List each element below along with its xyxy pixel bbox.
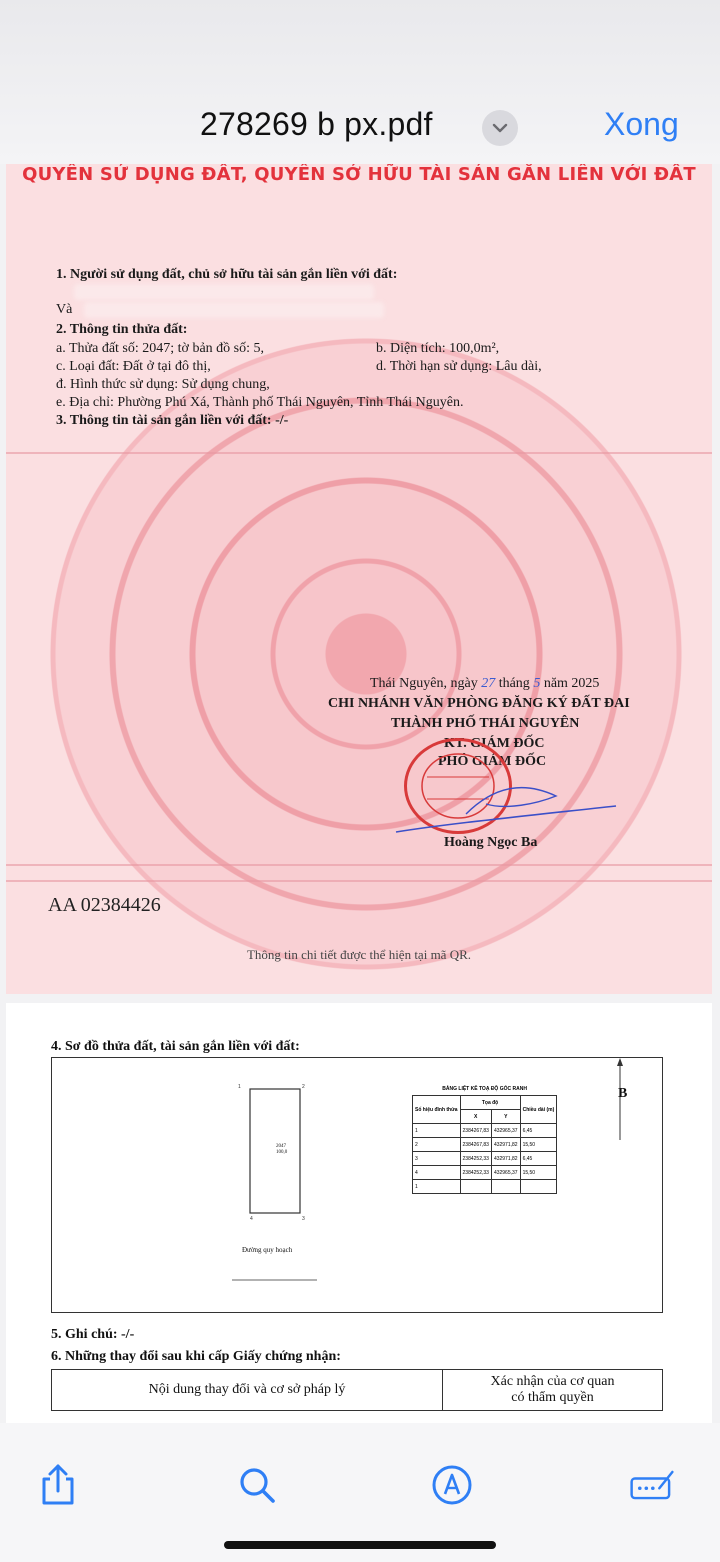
table-row: 2 2384267,83 432971,82 15,50 xyxy=(413,1138,557,1152)
table-header: Số hiệu đỉnh thửa xyxy=(413,1096,461,1124)
table-header: Chiều dài (m) xyxy=(520,1096,557,1124)
signer-name: Hoàng Ngọc Ba xyxy=(444,835,538,850)
usage-term: d. Thời hạn sử dụng: Lâu dài, xyxy=(376,359,542,374)
certificate-serial: AA 02384426 xyxy=(48,894,161,916)
land-type: c. Loại đất: Đất ở tại đô thị, xyxy=(56,359,211,374)
table-row xyxy=(52,1370,663,1411)
nav-bar xyxy=(0,0,720,164)
section-3-label: 3. Thông tin tài sản gắn liền với đất: -/- xyxy=(56,413,289,428)
table-header: Tọa độ xyxy=(460,1096,520,1110)
certificate-heading: QUYỀN SỬ DỤNG ĐẤT, QUYỀN SỞ HỮU TÀI SẢN GẮN LIỀN VỚI ĐẤT xyxy=(22,164,696,185)
section-1-label: 1. Người sử dụng đất, chủ sở hữu tài sản gắn liền với đất: xyxy=(56,267,398,282)
svg-text:4: 4 xyxy=(250,1216,253,1222)
redacted-owner xyxy=(84,302,384,318)
markup-icon[interactable] xyxy=(430,1463,474,1507)
done-button[interactable]: Xong xyxy=(604,106,679,142)
table-header: X xyxy=(460,1110,491,1124)
home-indicator xyxy=(224,1541,496,1549)
office-city: THÀNH PHỐ THÁI NGUYÊN xyxy=(391,716,580,731)
search-icon[interactable] xyxy=(235,1463,279,1507)
plot-diagram-page xyxy=(6,1003,712,1423)
parcel-area-label: 100,0 xyxy=(276,1150,288,1155)
certificate-page xyxy=(6,164,712,994)
column-header-line: Xác nhận của cơ quan xyxy=(490,1374,615,1389)
line-va: Và xyxy=(56,302,73,317)
office-name: CHI NHÁNH VĂN PHÒNG ĐĂNG KÝ ĐẤT ĐAI xyxy=(328,696,630,711)
table-header: Y xyxy=(491,1110,520,1124)
divider xyxy=(6,864,712,866)
column-header-line: có thẩm quyền xyxy=(511,1390,594,1405)
svg-text:2: 2 xyxy=(302,1084,305,1090)
signer-role: KT. GIÁM ĐỐC xyxy=(444,736,545,751)
svg-text:3: 3 xyxy=(302,1216,305,1222)
section-4-label: 4. Sơ đồ thửa đất, tài sản gắn liền với đất: xyxy=(51,1039,300,1054)
table-row: 1 2384267,83 432965,37 6,45 xyxy=(413,1124,557,1138)
qr-note: Thông tin chi tiết được thể hiện tại mã QR. xyxy=(246,947,472,962)
parcel-number: a. Thửa đất số: 2047; tờ bản đồ số: 5, xyxy=(56,341,264,356)
changes-table xyxy=(51,1369,663,1411)
parcel-address: e. Địa chỉ: Phường Phú Xá, Thành phố Thái Nguyên, Tỉnh Thái Nguyên. xyxy=(56,395,464,410)
chevron-down-icon[interactable] xyxy=(482,110,518,146)
issue-date: Thái Nguyên, ngày 27 tháng 5 năm 2025 xyxy=(370,676,600,691)
column-header-confirmation xyxy=(443,1370,663,1411)
plot-sketch xyxy=(52,1058,662,1312)
divider xyxy=(6,452,712,454)
column-header-content: Nội dung thay đổi và cơ sở pháp lý xyxy=(52,1370,443,1411)
redacted-owner xyxy=(74,284,374,300)
annotate-icon[interactable] xyxy=(630,1463,674,1507)
table-title: BẢNG LIỆT KÊ TOẠ ĐỘ GÓC RANH xyxy=(442,1085,527,1092)
road-label: Đường quy hoạch xyxy=(242,1246,293,1254)
section-5-label: 5. Ghi chú: -/- xyxy=(51,1327,135,1342)
parcel-area: b. Diện tích: 100,0m², xyxy=(376,341,500,356)
north-arrow-label: B xyxy=(618,1086,628,1101)
table-row: 1 xyxy=(413,1180,557,1194)
usage-form: đ. Hình thức sử dụng: Sử dụng chung, xyxy=(56,377,270,392)
share-icon[interactable] xyxy=(36,1463,80,1507)
svg-text:1: 1 xyxy=(238,1084,241,1090)
parcel-number-label: 2047 xyxy=(276,1144,286,1149)
signature xyxy=(386,774,626,844)
section-6-label: 6. Những thay đổi sau khi cấp Giấy chứng nhận: xyxy=(51,1349,341,1364)
divider xyxy=(6,880,712,882)
signer-role-deputy: PHÓ GIÁM ĐỐC xyxy=(438,754,547,769)
document-title[interactable]: 278269 b px.pdf xyxy=(200,106,433,142)
section-2-label: 2. Thông tin thửa đất: xyxy=(56,322,188,337)
plot-sketch-frame xyxy=(51,1057,663,1313)
table-row: 4 2384252,33 432965,37 15,50 xyxy=(413,1166,557,1180)
table-row: 3 2384252,33 432971,82 6,45 xyxy=(413,1152,557,1166)
coordinate-table xyxy=(412,1082,557,1194)
